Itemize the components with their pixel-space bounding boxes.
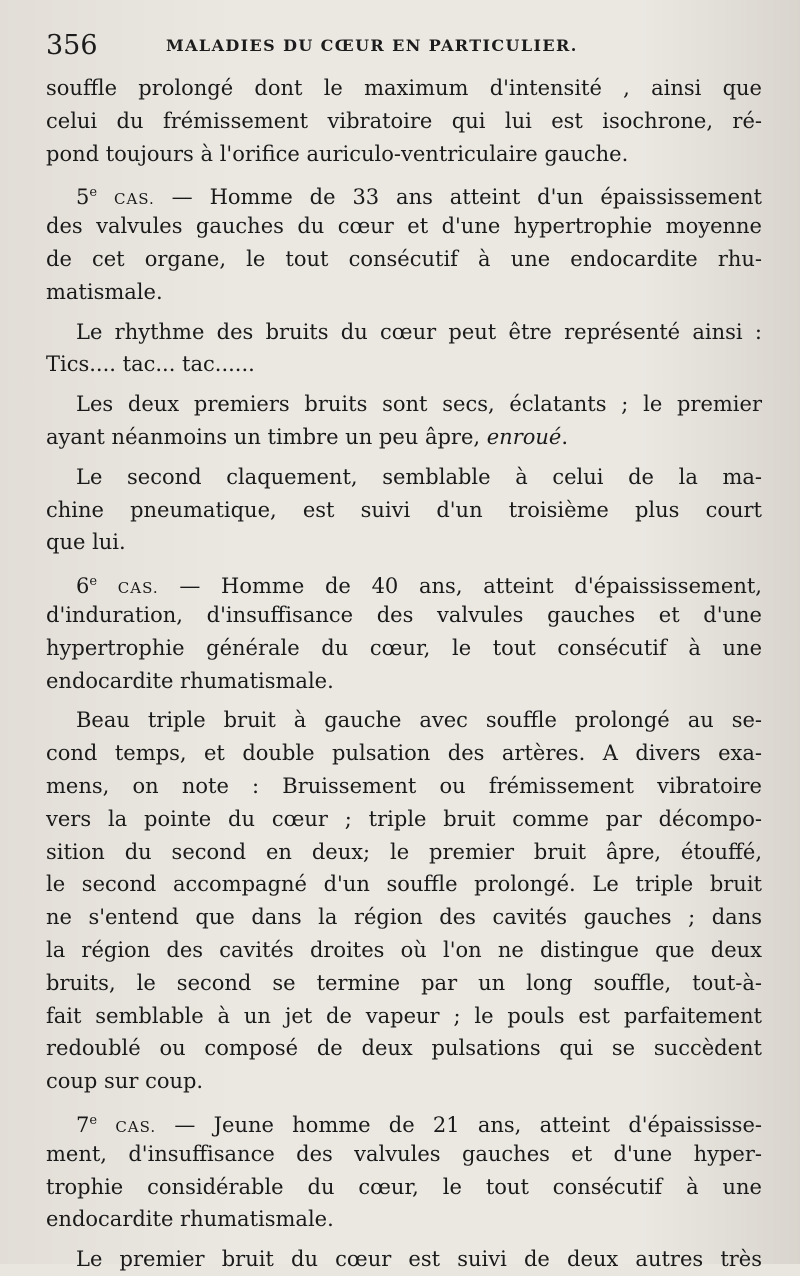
text-line xyxy=(46,901,762,934)
line-text: — Jeune homme de 21 ans, atteint d'épaississe- xyxy=(156,1112,762,1137)
text-line xyxy=(46,1105,762,1138)
line-text: ne s'entend que dans la région des cavités gauches ; dans xyxy=(46,905,762,930)
text-line xyxy=(46,105,762,138)
paragraph-gap xyxy=(46,381,762,388)
text-line xyxy=(46,1138,762,1171)
line-text: Beau triple bruit à gauche avec souffle prolongé au se- xyxy=(76,708,762,733)
paragraph xyxy=(46,566,762,697)
paragraph xyxy=(46,72,762,170)
text-line xyxy=(46,316,762,349)
paragraph-gap xyxy=(46,309,762,316)
paragraph xyxy=(46,316,762,382)
paragraph-gap xyxy=(46,1236,762,1243)
paragraph-gap xyxy=(46,454,762,461)
line-text: Tics.... tac... tac...... xyxy=(46,352,255,377)
text-line xyxy=(46,770,762,803)
text-line xyxy=(46,421,762,454)
text-line xyxy=(46,704,762,737)
paragraph-gap xyxy=(46,697,762,704)
text-line xyxy=(46,934,762,967)
case-number: 7 xyxy=(76,1112,90,1137)
line-text: mens, on note : Bruissement ou frémissement vibratoire xyxy=(46,773,762,798)
paragraph xyxy=(46,1243,762,1276)
line-text: bruits, le second se termine par un long souffle, tout-à- xyxy=(46,970,762,995)
text-line xyxy=(46,388,762,421)
text-line xyxy=(46,1203,762,1236)
text-line xyxy=(46,1032,762,1065)
line-text: Le rhythme des bruits du cœur peut être représenté ainsi : xyxy=(76,319,762,344)
line-text: d'induration, d'insuffisance des valvules gauches et d'une xyxy=(46,602,762,627)
paragraph-gap xyxy=(46,559,762,566)
line-text: cond temps, et double pulsation des artères. A divers exa- xyxy=(46,741,762,766)
text-line xyxy=(46,737,762,770)
line-text: sition du second en deux; le premier bruit âpre, étouffé, xyxy=(46,839,762,864)
text-line xyxy=(46,1243,762,1276)
text-line xyxy=(46,665,762,698)
line-text: la région des cavités droites où l'on ne distingue que deux xyxy=(46,937,762,962)
text-line xyxy=(46,72,762,105)
text-line xyxy=(46,632,762,665)
text-line xyxy=(46,566,762,599)
text-line xyxy=(46,494,762,527)
text-line xyxy=(46,177,762,210)
line-text: matismale. xyxy=(46,279,163,304)
case-number: 5 xyxy=(76,185,90,210)
case-label: CAS. xyxy=(113,190,155,209)
text-line xyxy=(46,526,762,559)
text-line xyxy=(46,138,762,171)
line-text: Le second claquement, semblable à celui de la ma- xyxy=(76,464,762,489)
line-text: des valvules gauches du cœur et d'une hypertrophie moyenne xyxy=(46,214,762,239)
paragraph-gap xyxy=(46,170,762,177)
text-line xyxy=(46,836,762,869)
paragraph xyxy=(46,388,762,454)
line-text: que lui. xyxy=(46,530,126,555)
paragraph xyxy=(46,1105,762,1236)
line-text: — Homme de 40 ans, atteint d'épaississement, xyxy=(158,574,762,599)
line-text: — Homme de 33 ans atteint d'un épaississement xyxy=(154,185,762,210)
italic-word: enroué xyxy=(486,424,562,449)
text-line xyxy=(46,1171,762,1204)
paragraph xyxy=(46,177,762,308)
line-text: vers la pointe du cœur ; triple bruit comme par décompo- xyxy=(46,806,762,831)
line-text: redoublé ou composé de deux pulsations qui se succèdent xyxy=(46,1036,762,1061)
line-text: coup sur coup. xyxy=(46,1069,204,1094)
text-line xyxy=(46,868,762,901)
line-text: souffle prolongé dont le maximum d'intensité , ainsi que xyxy=(46,76,762,100)
paragraph-gap xyxy=(46,1098,762,1105)
case-label: CAS. xyxy=(117,579,159,598)
case-ordinal-suffix: e xyxy=(89,1112,98,1128)
line-text: fait semblable à un jet de vapeur ; le pouls est parfaitement xyxy=(46,1003,762,1028)
case-label: CAS. xyxy=(115,1117,157,1136)
text-line xyxy=(46,803,762,836)
paragraph xyxy=(46,461,762,559)
case-number: 6 xyxy=(76,574,90,599)
line-text: ayant néanmoins un timbre un peu âpre, xyxy=(46,424,487,449)
line-text: de cet organe, le tout consécutif à une endocardite rhu- xyxy=(46,246,762,271)
line-text: pond toujours à l'orifice auriculo-ventriculaire gauche. xyxy=(46,141,629,166)
line-text: hypertrophie générale du cœur, le tout consécutif à une xyxy=(46,635,762,660)
text-line xyxy=(46,210,762,243)
line-text: le second accompagné d'un souffle prolongé. Le triple bruit xyxy=(46,872,762,897)
line-text: trophie considérable du cœur, le tout consécutif à une xyxy=(46,1174,762,1199)
text-line xyxy=(46,1065,762,1098)
page-header xyxy=(46,28,746,64)
line-text: endocardite rhumatismale. xyxy=(46,1207,334,1232)
running-head: MALADIES DU CŒUR EN PARTICULIER. xyxy=(166,36,578,55)
line-text: Le premier bruit du cœur est suivi de deux autres très xyxy=(76,1247,762,1272)
text-line xyxy=(46,967,762,1000)
line-tail: . xyxy=(561,424,569,449)
line-text: ment, d'insuffisance des valvules gauches et d'une hyper- xyxy=(46,1141,762,1166)
case-ordinal-suffix: e xyxy=(89,185,98,201)
paragraph xyxy=(46,704,762,1098)
line-text: chine pneumatique, est suivi d'un troisième plus court xyxy=(46,497,762,522)
text-line xyxy=(46,348,762,381)
text-line xyxy=(46,276,762,309)
line-text: endocardite rhumatismale. xyxy=(46,668,334,693)
text-line xyxy=(46,599,762,632)
line-text: celui du frémissement vibratoire qui lui est isochrone, ré- xyxy=(46,108,762,133)
page-number: 356 xyxy=(46,30,98,61)
line-text: Les deux premiers bruits sont secs, éclatants ; le premier xyxy=(76,392,762,417)
body-text xyxy=(46,72,762,1276)
text-line xyxy=(46,243,762,276)
text-line xyxy=(46,461,762,494)
text-line xyxy=(46,1000,762,1033)
case-ordinal-suffix: e xyxy=(89,574,98,590)
